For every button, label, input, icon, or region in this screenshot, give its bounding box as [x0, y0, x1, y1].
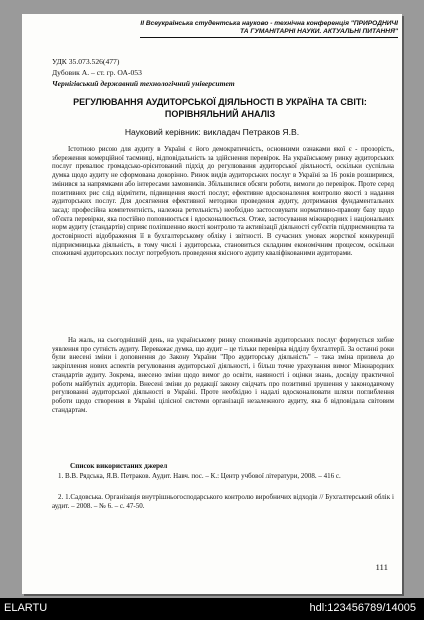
udc-code: УДК 35.073.526(477) [52, 57, 120, 66]
repository-name: ELARTU [4, 602, 48, 614]
body-paragraph-1: Істотною рисою для аудиту в Україні є його демократичність, основними ознаками якої є - прозорість, збереження комерційної таємниці, відповідальність за здійснення перевірок. На українському ринку аудиторських послуг превалює громадсько-орієнтований підхід до регулювання аудиторської діяльності, оскільки суспільна думка щодо аудиту не сформована докорінно. Ринок видів аудиторських послуг в Україні за 16 років розширився, змінився за напрямками або інтересами замовників. Збільшилися обсяги роботи, вимоги до перевірок. Проте серед позитивних рис слід відмітити, підвищення якості послуг, ефективне вдосконалення контролю якості з надання аудиторських послуг. Для досягнення ефективної методики проведення аудиту, дотримання фундаментальних засад: професійна компетентність, належна ретельність) необхідно застосовувати нормативно-правову базу щодо об'єкта перевірки, яка постійно поповнюється і вдосконалюється. Отже, застосування міжнародних і національних норм аудиту (стандартів) сприяє поліпшенню якості контролю та активізації діяльності суб'єктів підприємництва та достовірності відображення її в бухгалтерському обліку і звітності. В сучасних умовах жорсткої конкуренції підприємницька діяльність, в тому числі і аудиторська, становиться складним економічним процесом, оскільки споживачі аудиторських послуг потребують проведення якісного аудиту кваліфікованими аудиторами. [52, 146, 394, 258]
paper-title: РЕГУЛЮВАННЯ АУДИТОРСЬКОЇ ДІЯЛЬНОСТІ В УКРАЇНА ТА СВІТІ: ПОРІВНЯЛЬНИЙ АНАЛІЗ [73, 97, 367, 119]
reference-item: 2. 1.Садовська. Організація внутрішньогосподарського контролю виробничих відходів // Бухгалтерський облік і аудит. – 2008. – № 6. – с. 47-50. [52, 493, 394, 510]
conference-header: ІІ Всеукраїнська студентська науково - технічна конференція "ПРИРОДНИЧІ ТА ГУМАНІТАРНІ НАУКИ. АКТУАЛЬНІ ПИТАННЯ" [140, 20, 398, 38]
viewer-footer-bar [0, 598, 424, 620]
reference-item: 1. В.В. Рядська, Я.В. Петраков. Аудит. Навч. пос. – К.: Центр учбової літератури, 2008. – 416 с. [58, 472, 341, 480]
author-line: Дубовик А. – ст. гр. ОА-053 [52, 68, 142, 77]
scientific-advisor: Науковий керівник: викладач Петраков Я.В. [124, 127, 300, 137]
page-number: 111 [375, 562, 388, 572]
body-paragraph-2: На жаль, на сьогоднішній день, на українському ринку споживачів аудиторських послуг формується хибне уявлення про сутність аудиту. Переважає думка, що аудит – це тільки перевірка відділу бухгалтерії. За останні роки були внесені зміни і доповнення до Закону України "Про аудиторську діяльність" – така зміна призвела до закріплення нових аспектів регулювання аудиторської діяльності, і більш точне урахування вимог Міжнародних стандартів аудиту. Зокрема, внесено зміни щодо вимог до освіти, наявності і оцінки знань, досвіду практичної роботи майбутніх аудиторів. Внесені зміни до редакції закону свідчать про позитивні зрушення у законодавчому регулюванні аудиторської діяльності в Україні. Проте необхідно і надалі вдосконалювати шляхи поглиблення роботи щодо створення в Україні цілісної системи організації незалежного аудиту, яка б відповідала світовим стандартам. [52, 337, 394, 414]
university-name: Чернігівський державний технологічний університет [52, 79, 235, 88]
handle-identifier: hdl:123456789/14005 [309, 602, 416, 614]
references-heading: Список використаних джерел [70, 462, 168, 470]
document-page [22, 14, 402, 594]
